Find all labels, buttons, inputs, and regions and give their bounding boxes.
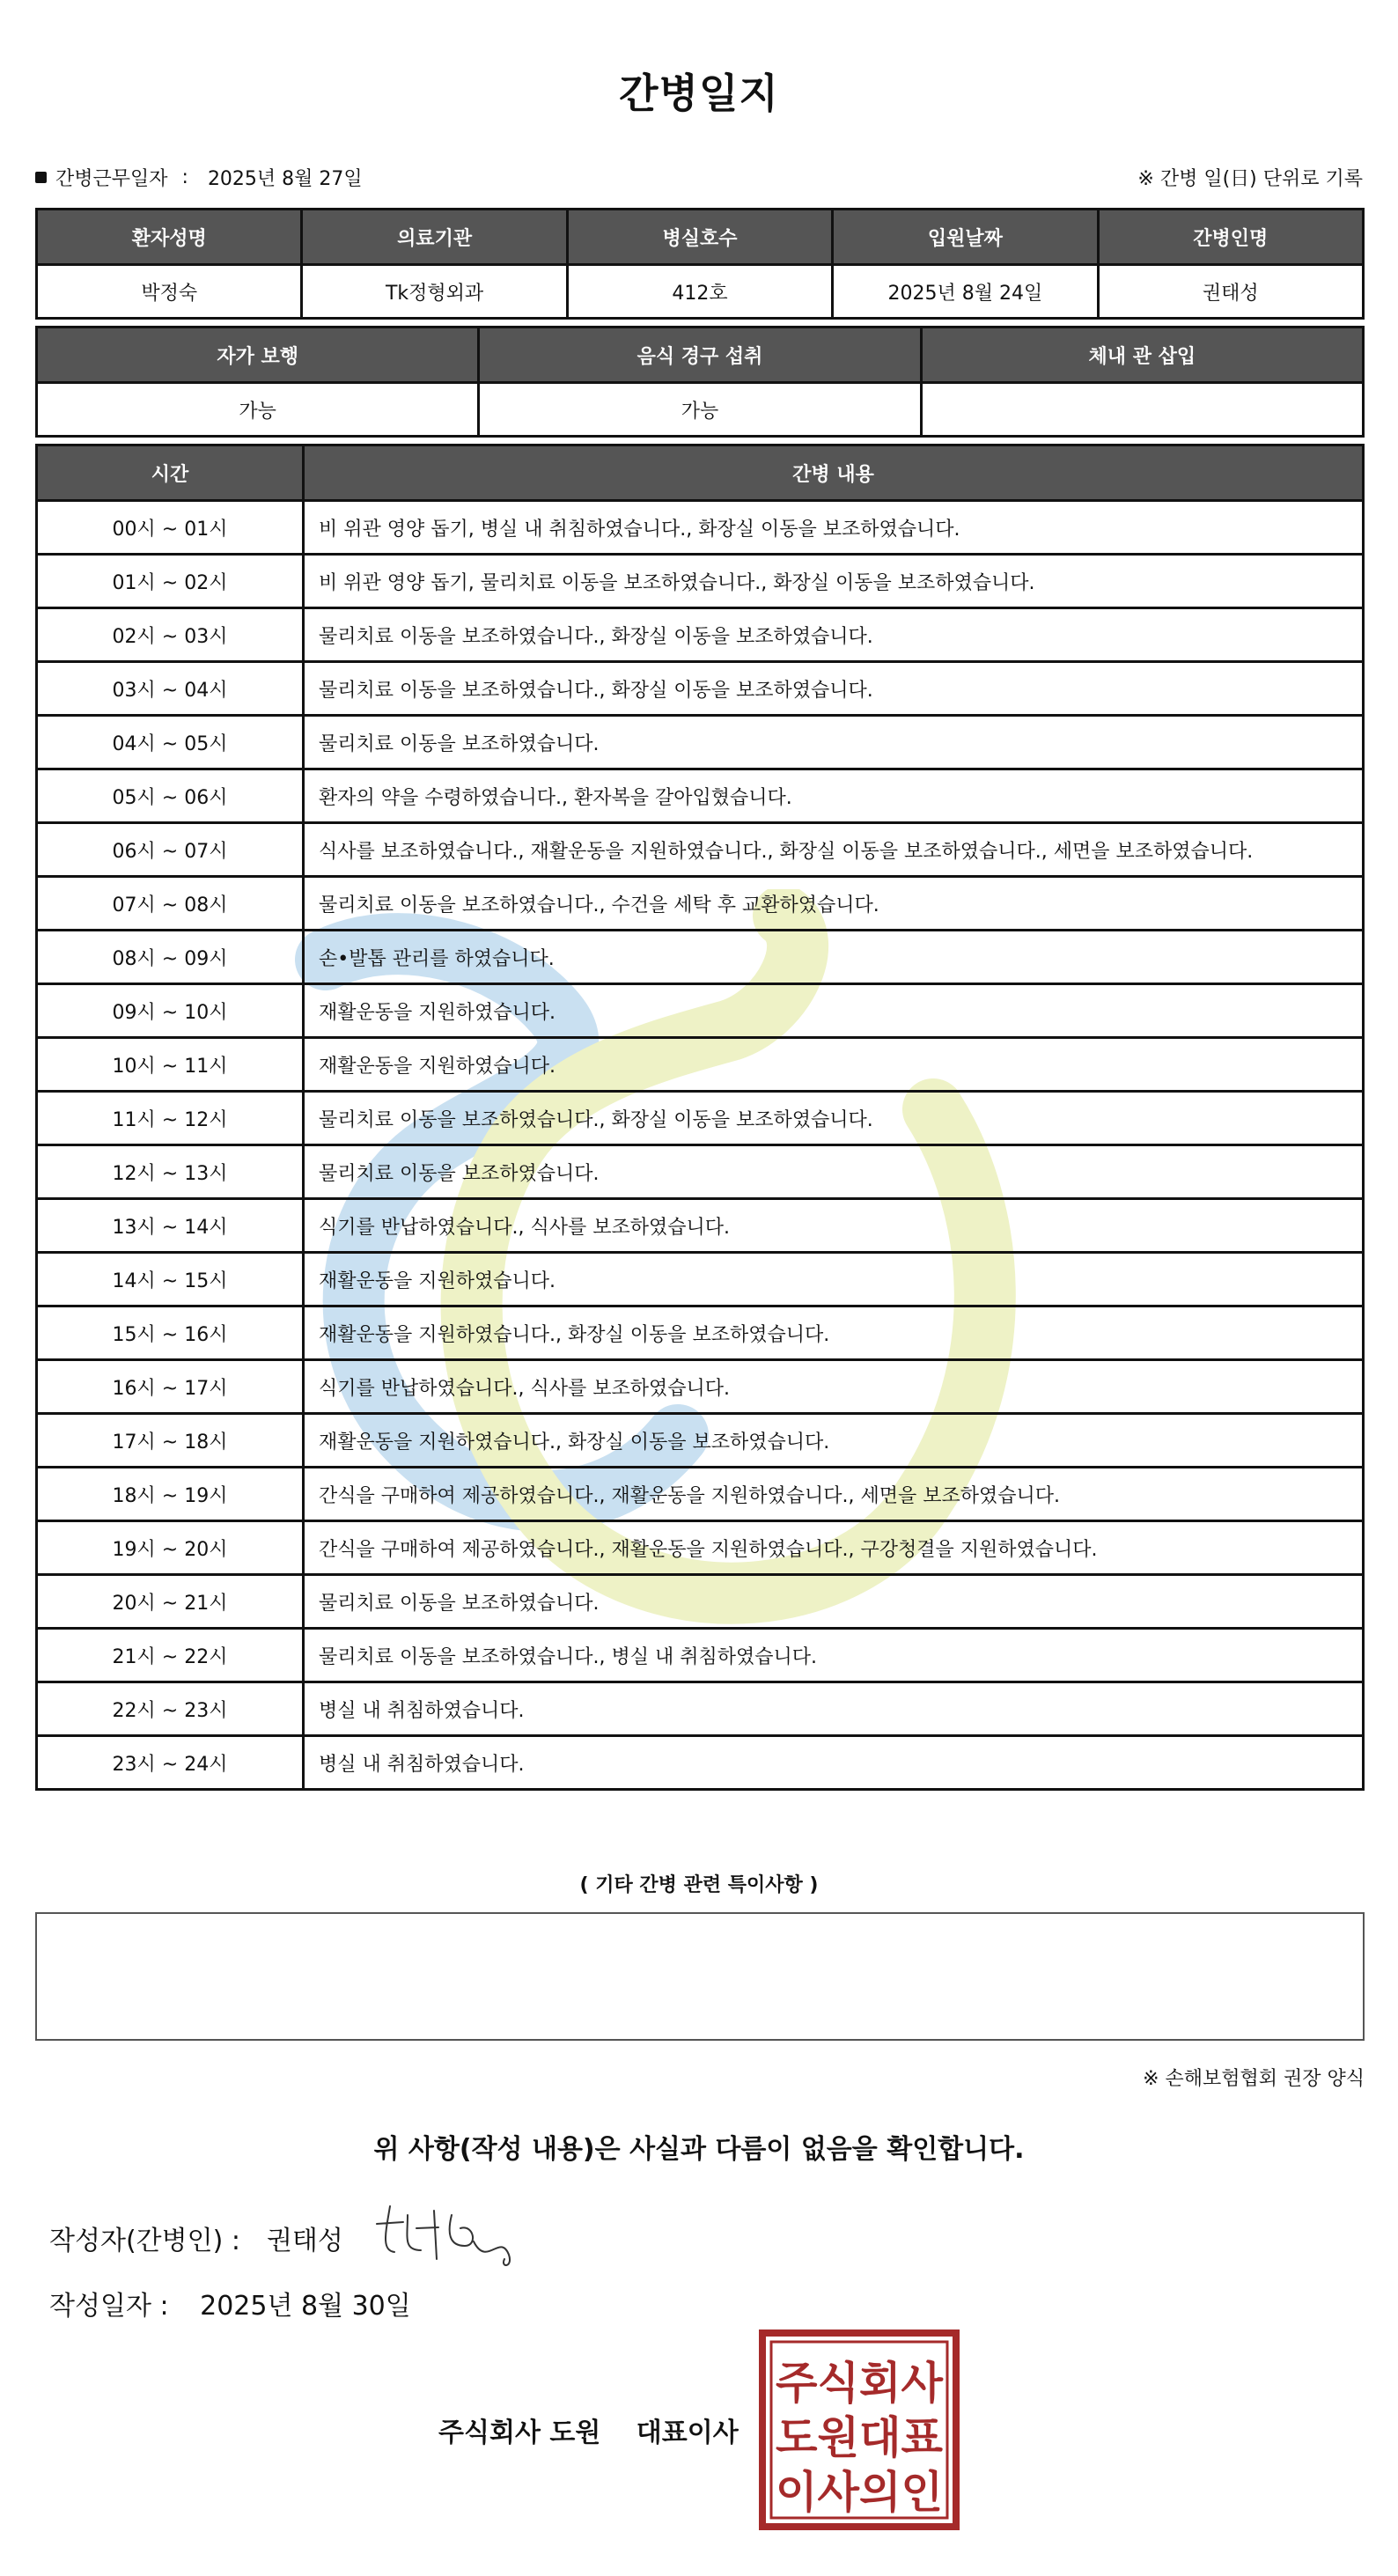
- log-time: 18시 ~ 19시: [37, 1468, 304, 1521]
- log-content: 재활운동을 지원하였습니다.: [304, 1253, 1364, 1306]
- log-row: [37, 1145, 1364, 1199]
- self-walking-value: 가능: [37, 383, 479, 437]
- log-time: 06시 ~ 07시: [37, 823, 304, 877]
- log-time: 21시 ~ 22시: [37, 1629, 304, 1682]
- log-content: 환자의 약을 수령하였습니다., 환자복을 갈아입혔습니다.: [304, 769, 1364, 823]
- writer-row: [49, 2219, 343, 2257]
- log-content: 물리치료 이동을 보조하였습니다.: [304, 1575, 1364, 1629]
- header-tube-insertion: 체내 관 삽입: [921, 328, 1363, 383]
- info-value-row: [37, 265, 1364, 319]
- log-time: 22시 ~ 23시: [37, 1682, 304, 1736]
- log-content: 물리치료 이동을 보조하였습니다., 화장실 이동을 보조하였습니다.: [304, 662, 1364, 716]
- log-content: 재활운동을 지원하였습니다., 화장실 이동을 보조하였습니다.: [304, 1306, 1364, 1360]
- work-date-value: 2025년 8월 27일: [207, 168, 363, 190]
- log-content: 물리치료 이동을 보조하였습니다., 수건을 세탁 후 교환하였습니다.: [304, 877, 1364, 931]
- log-time: 14시 ~ 15시: [37, 1253, 304, 1306]
- log-content: 물리치료 이동을 보조하였습니다., 병실 내 취침하였습니다.: [304, 1629, 1364, 1682]
- log-row: [37, 1038, 1364, 1092]
- log-content: 물리치료 이동을 보조하였습니다.: [304, 1145, 1364, 1199]
- unit-note: ※ 간병 일(日) 단위로 기록: [1137, 168, 1363, 190]
- log-time: 17시 ~ 18시: [37, 1414, 304, 1468]
- date-label: 작성일자 :: [49, 2291, 169, 2322]
- date-row: [49, 2284, 411, 2322]
- work-date: [35, 164, 363, 191]
- log-time: 10시 ~ 11시: [37, 1038, 304, 1092]
- form-note: ※ 손해보험협회 권장 양식: [1143, 2068, 1365, 2090]
- date-value: 2025년 8월 30일: [200, 2291, 411, 2322]
- company-name: 주식회사 도원: [438, 2418, 601, 2448]
- log-row: [37, 501, 1364, 555]
- header-caregiver-name: 간병인명: [1098, 210, 1363, 265]
- log-time: 00시 ~ 01시: [37, 501, 304, 555]
- log-content: 병실 내 취침하였습니다.: [304, 1682, 1364, 1736]
- log-time: 02시 ~ 03시: [37, 608, 304, 662]
- log-content: 물리치료 이동을 보조하였습니다.: [304, 716, 1364, 769]
- log-content: 비 위관 영양 돕기, 병실 내 취침하였습니다., 화장실 이동을 보조하였습니다.: [304, 501, 1364, 555]
- handwritten-signature: [368, 2197, 526, 2277]
- info-header-row: [37, 210, 1364, 265]
- status-value-row: [37, 383, 1364, 437]
- header-time: 시간: [37, 445, 304, 501]
- log-time: 23시 ~ 24시: [37, 1736, 304, 1790]
- log-content: 비 위관 영양 돕기, 물리치료 이동을 보조하였습니다., 화장실 이동을 보조하였습니다.: [304, 555, 1364, 608]
- care-log-table: [35, 444, 1365, 1791]
- work-date-colon: :: [181, 166, 188, 188]
- log-content: 식사를 보조하였습니다., 재활운동을 지원하였습니다., 화장실 이동을 보조하였습니다., 세면을 보조하였습니다.: [304, 823, 1364, 877]
- log-content: 병실 내 취침하였습니다.: [304, 1736, 1364, 1790]
- log-header-row: [37, 445, 1364, 501]
- log-content: 간식을 구매하여 제공하였습니다., 재활운동을 지원하였습니다., 구강청결을 지원하였습니다.: [304, 1521, 1364, 1575]
- log-row: [37, 1682, 1364, 1736]
- log-time: 01시 ~ 02시: [37, 555, 304, 608]
- header-self-walking: 자가 보행: [37, 328, 479, 383]
- log-time: 05시 ~ 06시: [37, 769, 304, 823]
- log-time: 04시 ~ 05시: [37, 716, 304, 769]
- log-content: 식기를 반납하였습니다., 식사를 보조하였습니다.: [304, 1360, 1364, 1414]
- log-row: [37, 931, 1364, 984]
- log-time: 09시 ~ 10시: [37, 984, 304, 1038]
- log-row: [37, 1092, 1364, 1145]
- confirmation-statement: 위 사항(작성 내용)은 사실과 다름이 없음을 확인합니다.: [373, 2134, 1025, 2165]
- header-oral-intake: 음식 경구 섭취: [479, 328, 921, 383]
- log-time: 13시 ~ 14시: [37, 1199, 304, 1253]
- log-time: 19시 ~ 20시: [37, 1521, 304, 1575]
- writer-name: 권태성: [266, 2226, 343, 2256]
- log-time: 07시 ~ 08시: [37, 877, 304, 931]
- bullet-square-icon: [35, 172, 47, 183]
- log-row: [37, 662, 1364, 716]
- notes-box: [35, 1912, 1365, 2041]
- patient-status-table: [35, 326, 1365, 438]
- room-number: 412호: [567, 265, 832, 319]
- log-content: 물리치료 이동을 보조하였습니다., 화장실 이동을 보조하였습니다.: [304, 1092, 1364, 1145]
- log-content: 물리치료 이동을 보조하였습니다., 화장실 이동을 보조하였습니다.: [304, 608, 1364, 662]
- log-time: 20시 ~ 21시: [37, 1575, 304, 1629]
- log-row: [37, 769, 1364, 823]
- meta-row: [35, 164, 1363, 192]
- log-content: 손•발톱 관리를 하였습니다.: [304, 931, 1364, 984]
- log-row: [37, 1521, 1364, 1575]
- tube-insertion-value: [921, 383, 1363, 437]
- oral-intake-value: 가능: [479, 383, 921, 437]
- log-time: 03시 ~ 04시: [37, 662, 304, 716]
- log-row: [37, 608, 1364, 662]
- status-header-row: [37, 328, 1364, 383]
- work-date-label: 간병근무일자: [55, 168, 168, 190]
- log-content: 간식을 구매하여 제공하였습니다., 재활운동을 지원하였습니다., 세면을 보조하였습니다.: [304, 1468, 1364, 1521]
- header-admission-date: 입원날짜: [833, 210, 1098, 265]
- log-row: [37, 823, 1364, 877]
- log-content: 재활운동을 지원하였습니다.: [304, 984, 1364, 1038]
- log-row: [37, 1575, 1364, 1629]
- hospital: Tk정형외과: [302, 265, 567, 319]
- header-care-content: 간병 내용: [304, 445, 1364, 501]
- log-row: [37, 1253, 1364, 1306]
- log-content: 재활운동을 지원하였습니다., 화장실 이동을 보조하였습니다.: [304, 1414, 1364, 1468]
- log-row: [37, 877, 1364, 931]
- log-row: [37, 555, 1364, 608]
- log-row: [37, 1360, 1364, 1414]
- representative-title: 대표이사: [636, 2418, 739, 2448]
- log-time: 12시 ~ 13시: [37, 1145, 304, 1199]
- document-title: 간병일지: [619, 70, 779, 117]
- patient-info-table: [35, 208, 1365, 320]
- log-time: 16시 ~ 17시: [37, 1360, 304, 1414]
- writer-label: 작성자(간병인) :: [49, 2226, 240, 2256]
- log-row: [37, 1414, 1364, 1468]
- header-room: 병실호수: [567, 210, 832, 265]
- log-content: 식기를 반납하였습니다., 식사를 보조하였습니다.: [304, 1199, 1364, 1253]
- log-row: [37, 1736, 1364, 1790]
- log-row: [37, 1199, 1364, 1253]
- admission-date: 2025년 8월 24일: [833, 265, 1098, 319]
- seal-line-3: 이사의인: [776, 2467, 943, 2518]
- log-row: [37, 716, 1364, 769]
- header-hospital: 의료기관: [302, 210, 567, 265]
- company-seal-stamp: [759, 2329, 960, 2530]
- header-patient-name: 환자성명: [37, 210, 302, 265]
- caregiver-name: 권태성: [1098, 265, 1363, 319]
- log-content: 재활운동을 지원하였습니다.: [304, 1038, 1364, 1092]
- seal-line-2: 도원대표: [776, 2412, 944, 2463]
- log-time: 15시 ~ 16시: [37, 1306, 304, 1360]
- log-row: [37, 1629, 1364, 1682]
- company-signature: [438, 2410, 739, 2449]
- log-time: 11시 ~ 12시: [37, 1092, 304, 1145]
- log-row: [37, 984, 1364, 1038]
- log-row: [37, 1306, 1364, 1360]
- seal-line-1: 주식회사: [776, 2358, 944, 2409]
- patient-name: 박정숙: [37, 265, 302, 319]
- log-row: [37, 1468, 1364, 1521]
- log-time: 08시 ~ 09시: [37, 931, 304, 984]
- notes-label: ( 기타 간병 관련 특이사항 ): [579, 1874, 819, 1896]
